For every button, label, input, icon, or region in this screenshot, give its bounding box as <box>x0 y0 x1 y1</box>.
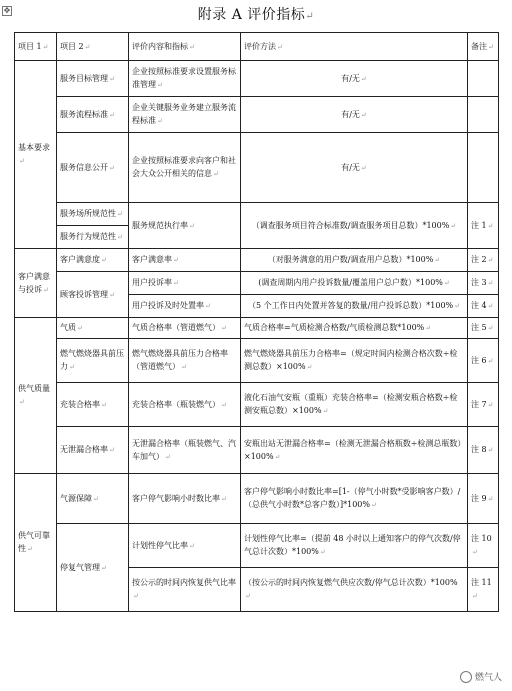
row-project2: 服务信息公开 ↵ <box>57 133 129 203</box>
page-title: 附录 A 评价指标↵ <box>197 7 315 23</box>
group-satisfaction: 客户满意与投诉 ↵ <box>15 249 57 318</box>
row-project2: 顾客投诉管理 ↵ <box>57 272 129 318</box>
evaluation-table <box>14 32 499 612</box>
row-note: 注 10 ↵ <box>468 524 499 568</box>
row-note: 注 7 ↵ <box>468 383 499 427</box>
row-note: 注 9 ↵ <box>468 474 499 524</box>
row-note: 注 1 ↵ <box>468 203 499 249</box>
row-content: 按公示的时间内恢复供气比率 ↵ <box>129 568 241 612</box>
row-project2: 充装合格率 ↵ <box>57 383 129 427</box>
row-note: 注 6 ↵ <box>468 339 499 383</box>
group-basic: 基本要求 ↵ <box>15 61 57 249</box>
row-note: 注 4 ↵ <box>468 295 499 318</box>
row-note: 注 2 ↵ <box>468 249 499 272</box>
row-method: 有/无 ↵ <box>241 61 468 97</box>
header-project2: 项目 2 ↵ <box>57 33 129 61</box>
table-move-handle-icon[interactable]: ✥ <box>3 6 11 15</box>
row-method: 燃气燃烧器具前压力合格率=（规定时间内检测合格次数÷检测总数）×100% ↵ <box>241 339 468 383</box>
row-project2: 燃气燃烧器具前压力 ↵ <box>57 339 129 383</box>
row-project2: 服务场所规范性 ↵ <box>57 203 129 226</box>
row-project2: 停复气管理 ↵ <box>57 524 129 612</box>
watermark-text: 燃气人 <box>474 673 502 683</box>
table-row <box>15 524 499 568</box>
row-note <box>468 61 499 97</box>
row-content: 燃气燃烧器具前压力合格率（管道燃气） ↵ <box>129 339 241 383</box>
table-header-row <box>15 33 499 61</box>
row-content: 企业关键服务业务建立服务流程标准 ↵ <box>129 97 241 133</box>
row-method: （按公示的时间内恢复燃气供应次数/停气总计次数）*100% ↵ <box>241 568 468 612</box>
row-method: 客户停气影响小时数比率=[1-（停气小时数*受影响客户数）/（总供气小时数*总客户数）]*100% ↵ <box>241 474 468 524</box>
header-method: 评价方法 ↵ <box>241 33 468 61</box>
row-project2: 服务行为规范性 ↵ <box>57 226 129 249</box>
row-note: 注 3 ↵ <box>468 272 499 295</box>
watermark-logo <box>460 670 502 683</box>
row-note <box>468 97 499 133</box>
row-project2: 气质 ↵ <box>57 318 129 339</box>
row-content: 企业按照标准要求设置服务标准管理 ↵ <box>129 61 241 97</box>
row-method: 有/无 ↵ <box>241 133 468 203</box>
row-method: (调查周期内用户投诉数量/覆盖用户总户数）*100% ↵ <box>241 272 468 295</box>
row-project2: 客户满意度 ↵ <box>57 249 129 272</box>
table-row <box>15 203 499 226</box>
row-content: 充装合格率（瓶装燃气） ↵ <box>129 383 241 427</box>
table-row <box>15 61 499 97</box>
row-method: （5 个工作日内处置并答复的数量/用户投诉总数）*100% ↵ <box>241 295 468 318</box>
table-row <box>15 427 499 474</box>
group-reliability: 供气可靠性 ↵ <box>15 474 57 612</box>
row-method: 计划性停气比率=（提前 48 小时以上通知客户的停气次数/停气总计次数）*100% ↵ <box>241 524 468 568</box>
header-note: 备注 ↵ <box>468 33 499 61</box>
row-method: 有/无 ↵ <box>241 97 468 133</box>
row-content: 服务规范执行率 ↵ <box>129 203 241 249</box>
group-gas-quality: 供气质量 ↵ <box>15 318 57 474</box>
row-method: 安瓶出站无泄漏合格率=（检测无泄漏合格瓶数÷检测总瓶数）×100% ↵ <box>241 427 468 474</box>
row-content: 用户投诉率 ↵ <box>129 272 241 295</box>
table-row <box>15 318 499 339</box>
row-method: 液化石油气安瓶（重瓶）充装合格率=（检测安瓶合格数÷检测安瓶总数）×100% ↵ <box>241 383 468 427</box>
row-project2: 服务目标管理 ↵ <box>57 61 129 97</box>
table-row <box>15 249 499 272</box>
table-row <box>15 474 499 524</box>
row-content: 气质合格率（管道燃气） ↵ <box>129 318 241 339</box>
row-method: （调查服务项目符合标准数/调查服务项目总数）*100% ↵ <box>241 203 468 249</box>
row-project2: 气源保障 ↵ <box>57 474 129 524</box>
row-content: 计划性停气比率 ↵ <box>129 524 241 568</box>
row-note <box>468 133 499 203</box>
row-method: （对服务满意的用户数/调查用户总数）*100% ↵ <box>241 249 468 272</box>
row-content: 客户满意率 ↵ <box>129 249 241 272</box>
row-note: 注 5 ↵ <box>468 318 499 339</box>
header-content: 评价内容和指标 ↵ <box>129 33 241 61</box>
row-project2: 无泄漏合格率 ↵ <box>57 427 129 474</box>
wechat-logo-icon <box>460 671 472 683</box>
table-row <box>15 339 499 383</box>
row-note: 注 11 ↵ <box>468 568 499 612</box>
row-content: 无泄漏合格率（瓶装燃气、汽车加气） ↵ <box>129 427 241 474</box>
table-row <box>15 383 499 427</box>
header-project1: 项目 1 ↵ <box>15 33 57 61</box>
row-content: 企业按照标准要求向客户和社会大众公开相关的信息 ↵ <box>129 133 241 203</box>
row-method: 气质合格率=气质检测合格数/气质检测总数*100% ↵ <box>241 318 468 339</box>
table-row <box>15 133 499 203</box>
table-row <box>15 97 499 133</box>
row-note: 注 8 ↵ <box>468 427 499 474</box>
row-content: 用户投诉及时处置率 ↵ <box>129 295 241 318</box>
row-project2: 服务流程标准 ↵ <box>57 97 129 133</box>
table-row <box>15 272 499 295</box>
row-content: 客户停气影响小时数比率 ↵ <box>129 474 241 524</box>
